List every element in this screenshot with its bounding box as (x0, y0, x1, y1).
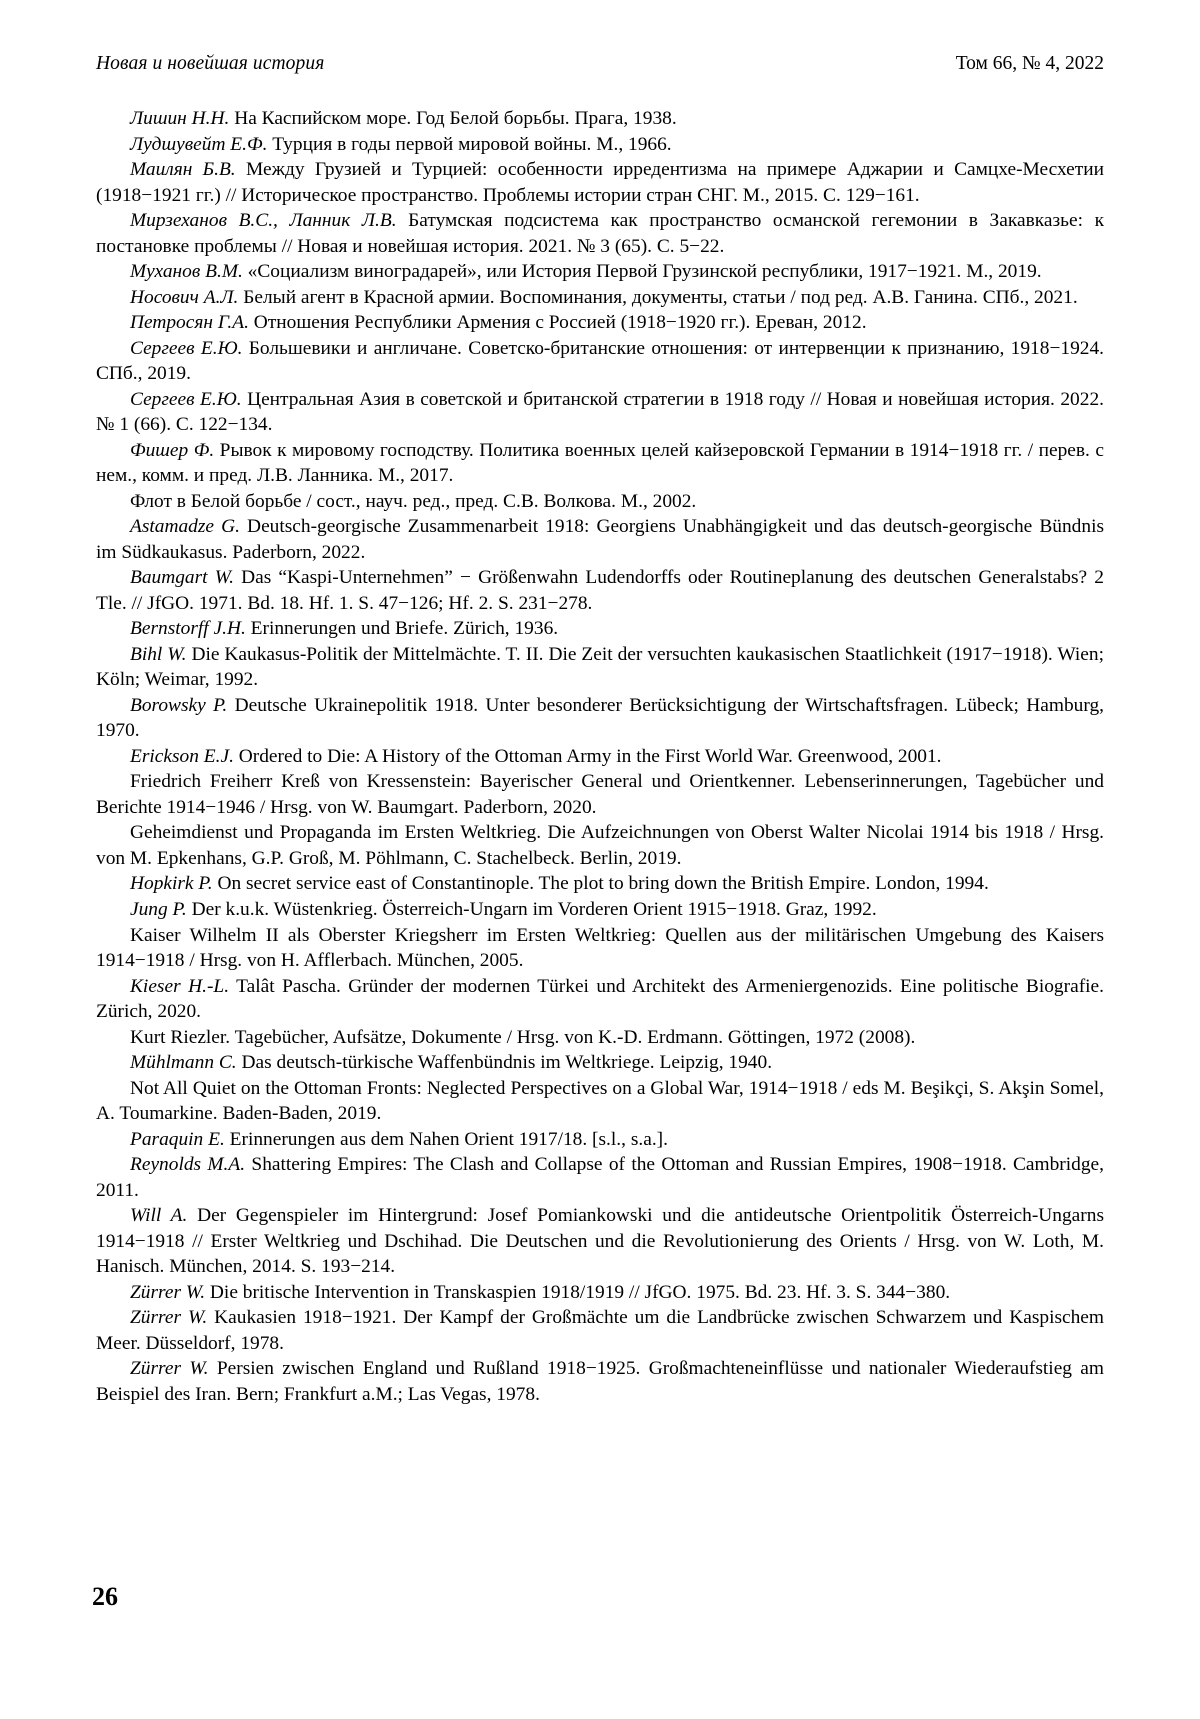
reference-entry: Петросян Г.А. Отношения Республики Армения с Россией (1918−1920 гг.). Ереван, 2012. (130, 312, 867, 334)
reference-entry: Astamadze G. Deutsch-georgische Zusammenarbeit 1918: Georgiens Unabhängigkeit und das deutsch-georgische Bündnis im Südkaukasus. Paderborn, 2022. (96, 516, 1105, 563)
reference-entry: Zürrer W. Die britische Intervention in Transkaspien 1918/1919 // JfGO. 1975. Bd. 23. Hf. 3. S. 344−380. (130, 1281, 951, 1303)
reference-entry: Маилян Б.В. Между Грузией и Турцией: особенности ирредентизма на примере Аджарии и Самцхе-Месхетии (1918−1921 гг.) // Историческое пространство. Проблемы истории стран СНГ. М., 2015. С. 129−161. (96, 159, 1104, 206)
reference-entry: Флот в Белой борьбе / сост., науч. ред., пред. С.В. Волкова. М., 2002. (130, 490, 697, 512)
reference-entry: Mühlmann C. Das deutsch-türkische Waffenbündnis im Weltkriege. Leipzig, 1940. (130, 1052, 773, 1074)
journal-title: Новая и новейшая история (96, 53, 325, 74)
reference-entry: Paraquin E. Erinnerungen aus dem Nahen Orient 1917/18. [s.l., s.a.]. (130, 1128, 668, 1150)
running-head (96, 52, 1104, 75)
reference-entry: Hopkirk P. On secret service east of Constantinople. The plot to bring down the British Empire. London, 1994. (130, 873, 989, 895)
reference-entry: Лишин Н.Н. На Каспийском море. Год Белой борьбы. Прага, 1938. (130, 108, 677, 129)
reference-entry: Фишер Ф. Рывок к мировому господству. Политика военных целей кайзеровской Германии в 1914−1918 гг. / перев. с нем., комм. и пред. Л.В. Ланника. М., 2017. (96, 439, 1104, 487)
issue-info: Том 66, № 4, 2022 (955, 53, 1104, 74)
reference-entry: Not All Quiet on the Ottoman Fronts: Neglected Perspectives on a Global War, 1914−1918 / eds M. Beşikçi, S. Akşin Somel, A. Toumarkine. Baden-Baden, 2019. (96, 1077, 1104, 1125)
reference-entry: Kaiser Wilhelm II als Oberster Kriegsherr im Ersten Weltkrieg: Quellen aus der militärischen Umgebung des Kaisers 1914−1918 / Hrsg. von H. Afflerbach. München, 2005. (96, 924, 1104, 972)
reference-entry: Reynolds M.A. Shattering Empires: The Clash and Collapse of the Ottoman and Russian Empires, 1908−1918. Cambridge, 2011. (96, 1154, 1104, 1201)
reference-entry: Муханов В.М. «Социализм виноградарей», или История Первой Грузинской республики, 1917−1921. М., 2019. (130, 261, 1042, 283)
reference-entry: Лудшувейт Е.Ф. Турция в годы первой мировой войны. М., 1966. (130, 133, 672, 155)
reference-entry: Zürrer W. Kaukasien 1918−1921. Der Kampf der Großmächte um die Landbrücke zwischen Schwarzem und Kaspischem Meer. Düsseldorf, 1978. (96, 1307, 1104, 1354)
reference-entry: Носович А.Л. Белый агент в Красной армии. Воспоминания, документы, статьи / под ред. А.В. Ганина. СПб., 2021. (130, 286, 1078, 308)
reference-entry: Geheimdienst und Propaganda im Ersten Weltkrieg. Die Aufzeichnungen von Oberst Walter Nicolai 1914 bis 1918 / Hrsg. von M. Epkenhans, G.P. Groß, M. Pöhlmann, C. Stachelbeck. Berlin, 2019. (96, 822, 1104, 869)
reference-entry: Borowsky P. Deutsche Ukrainepolitik 1918. Unter besonderer Berücksichtigung der Wirtschaftsfragen. Lübeck; Hamburg, 1970. (96, 694, 1105, 742)
reference-entry: Erickson E.J. Ordered to Die: A History of the Ottoman Army in the First World War. Greenwood, 2001. (130, 745, 942, 767)
reference-entry: Friedrich Freiherr Kreß von Kressenstein: Bayerischer General und Orientkenner. Lebenserinnerungen, Tagebücher und Berichte 1914−1946 / Hrsg. von W. Baumgart. Paderborn, 2020. (96, 771, 1104, 818)
reference-entry: Kurt Riezler. Tagebücher, Aufsätze, Dokumente / Hrsg. von K.-D. Erdmann. Göttingen, 1972 (2008). (130, 1026, 916, 1048)
references-list (96, 106, 1104, 1407)
reference-entry: Bihl W. Die Kaukasus-Politik der Mittelmächte. T. II. Die Zeit der versuchten kaukasischen Staatlichkeit (1917−1918). Wien; Köln; Weimar, 1992. (96, 643, 1104, 691)
reference-entry: Сергеев Е.Ю. Центральная Азия в советской и британской стратегии в 1918 году // Новая и новейшая история. 2022. № 1 (66). С. 122−134. (96, 388, 1104, 436)
reference-entry: Zürrer W. Persien zwischen England und Rußland 1918−1925. Großmachteneinflüsse und nationaler Wiederaufstieg am Beispiel des Iran. Bern; Frankfurt a.M.; Las Vegas, 1978. (96, 1358, 1104, 1405)
reference-entry: Jung P. Der k.u.k. Wüstenkrieg. Österreich-Ungarn im Vorderen Orient 1915−1918. Graz, 1992. (130, 898, 877, 920)
reference-entry: Kieser H.-L. Talât Pascha. Gründer der modernen Türkei und Architekt des Armeniergenozids. Eine politische Biografie. Zürich, 2020. (96, 975, 1104, 1023)
reference-entry: Baumgart W. Das “Kaspi-Unternehmen” − Größenwahn Ludendorffs oder Routineplanung des deutschen Generalstabs? 2 Tle. // JfGO. 1971. Bd. 18. Hf. 1. S. 47−126; Hf. 2. S. 231−278. (96, 567, 1104, 614)
page-number: 26 (92, 1582, 118, 1611)
reference-entry: Сергеев Е.Ю. Большевики и англичане. Советско-британские отношения: от интервенции к признанию, 1918−1924. СПб., 2019. (96, 337, 1105, 385)
reference-entry: Мирзеханов В.С., Ланник Л.В. Батумская подсистема как пространство османской гегемонии в Закавказье: к постановке проблемы // Новая и новейшая история. 2021. № 3 (65). С. 5−22. (96, 210, 1104, 257)
reference-entry: Will A. Der Gegenspieler im Hintergrund: Josef Pomiankowski und die antideutsche Orientpolitik Österreich-Ungarns 1914−1918 // Erster Weltkrieg und Dschihad. Die Deutschen und die Revolutionierung des Orients / Hrsg. von W. Loth, M. Hanisch. München, 2014. S. 193−214. (96, 1205, 1104, 1278)
reference-entry: Bernstorff J.H. Erinnerungen und Briefe. Zürich, 1936. (130, 618, 559, 640)
